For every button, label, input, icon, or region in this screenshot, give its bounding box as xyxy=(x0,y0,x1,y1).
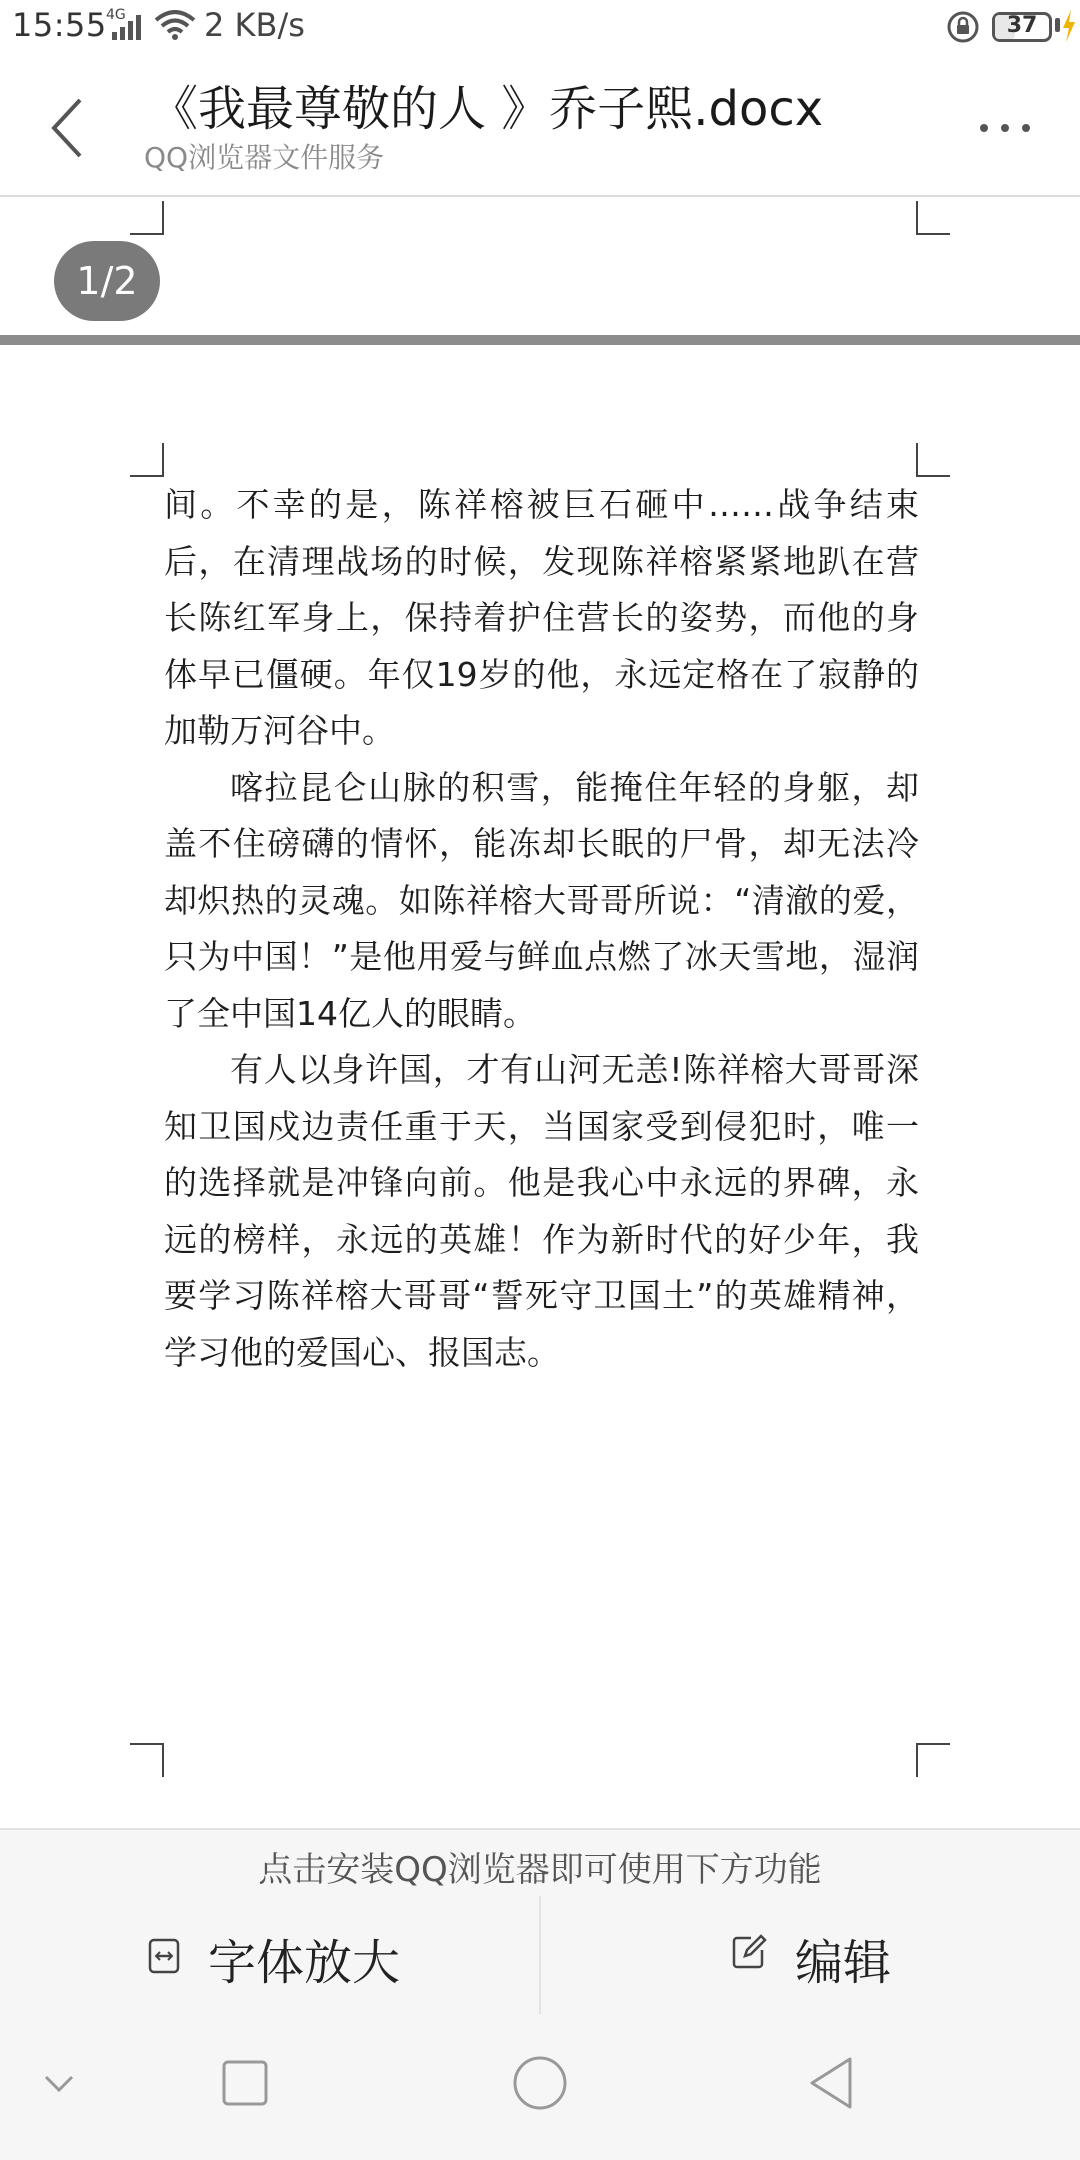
install-promo-text: 点击安装QQ浏览器即可使用下方功能 xyxy=(258,1850,822,1890)
system-nav-bar xyxy=(0,2014,1080,2160)
edit-icon xyxy=(731,1934,767,1970)
crop-mark xyxy=(916,443,950,477)
rotation-lock-icon xyxy=(946,10,980,44)
crop-mark xyxy=(130,443,164,477)
network-speed: 2 KB/s xyxy=(204,6,305,44)
edit-button[interactable] xyxy=(541,1896,1080,2014)
nav-home-icon[interactable] xyxy=(505,2048,575,2118)
wifi-icon xyxy=(154,10,196,40)
back-arrow-icon[interactable] xyxy=(44,92,94,164)
status-time: 15:55 xyxy=(12,6,107,44)
paragraph: 有人以身许国，才有山河无恙!陈祥榕大哥哥深知卫国戍边责任重于天，当国家受到侵犯时，唯一的选择就是冲锋向前。他是我心中永远的界碑，永远的榜样，永远的英雄！作为新时代的好少年，我要学习陈祥榕大哥哥“誓死守卫国土”的英雄精神，学习他的爱国心、报国志。 xyxy=(164,1050,919,1372)
nav-recent-icon[interactable] xyxy=(211,2048,281,2118)
document-subtitle: QQ浏览器文件服务 xyxy=(144,141,385,174)
battery-cap xyxy=(1055,18,1060,32)
battery-icon xyxy=(992,12,1052,42)
crop-mark xyxy=(916,201,950,235)
crop-mark xyxy=(916,1743,950,1777)
nav-down-icon[interactable] xyxy=(24,2048,94,2118)
crop-mark xyxy=(130,201,164,235)
zoom-font-label: 字体放大 xyxy=(208,1935,401,1991)
network-type: 4G xyxy=(106,7,126,23)
title-bar xyxy=(0,52,1080,197)
install-promo-bar[interactable] xyxy=(0,1828,1080,1896)
battery-percent: 37 xyxy=(1006,13,1038,38)
signal-icon xyxy=(112,14,142,40)
crop-mark xyxy=(130,1743,164,1777)
page-indicator: 1/2 xyxy=(54,241,160,321)
nav-back-icon[interactable] xyxy=(798,2048,868,2118)
zoom-font-button[interactable] xyxy=(0,1896,538,2014)
charging-icon xyxy=(1062,10,1076,42)
document-title: 《我最尊敬的人 》乔子熙.docx xyxy=(150,81,824,137)
paragraph: 间。不幸的是，陈祥榕被巨石砸中……战争结束后，在清理战场的时候，发现陈祥榕紧紧地趴在营长陈红军身上，保持着护住营长的姿势，而他的身体早已僵硬。年仅19岁的他，永远定格在了寂静的加勒万河谷中。 xyxy=(164,485,919,750)
paragraph: 喀拉昆仑山脉的积雪，能掩住年轻的身躯，却盖不住磅礴的情怀，能冻却长眠的尸骨，却无法冷却炽热的灵魂。如陈祥榕大哥哥所说：“清澈的爱，只为中国！”是他用爱与鲜血点燃了冰天雪地，湿润了全中国14亿人的眼睛。 xyxy=(164,767,919,1033)
document-body xyxy=(164,477,919,1381)
page-divider xyxy=(0,335,1080,345)
zoom-text-icon xyxy=(148,1938,180,1974)
bottom-toolbar xyxy=(0,1896,1080,2014)
edit-label: 编辑 xyxy=(795,1935,892,1991)
status-bar xyxy=(0,0,1080,52)
document-viewer[interactable] xyxy=(0,199,1080,1829)
more-icon[interactable] xyxy=(970,116,1040,140)
